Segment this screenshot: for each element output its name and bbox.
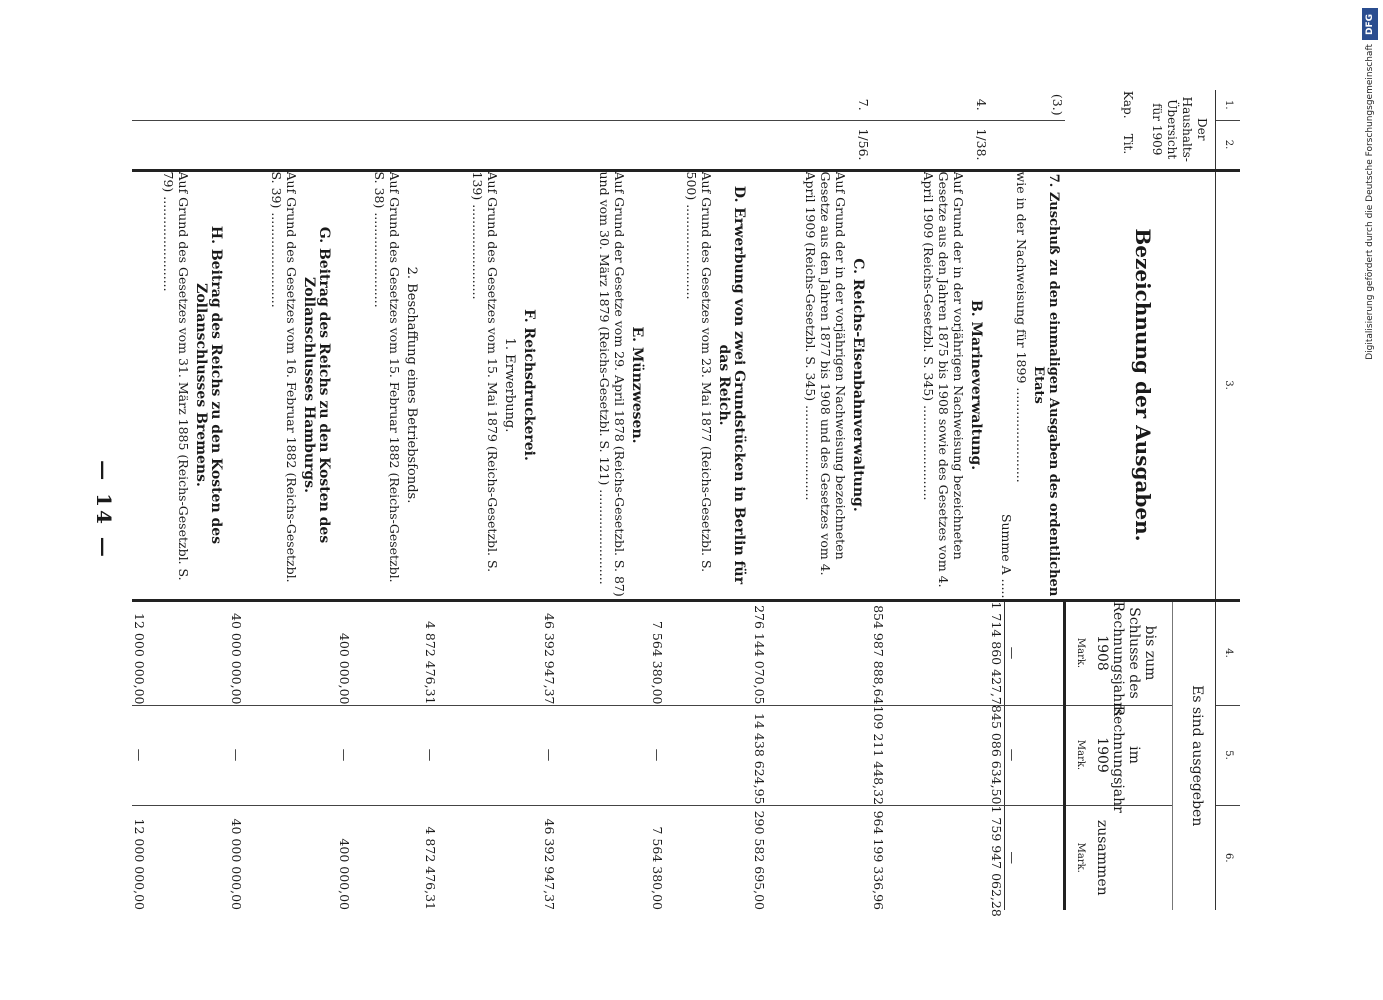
row-col4: 7 564 380,00 <box>650 600 752 705</box>
colnum-6: 6. <box>1216 805 1240 910</box>
table-row <box>132 90 229 910</box>
row-col5: — <box>337 705 423 805</box>
row-col4-sum: 1 714 860 427,78 <box>989 601 1005 713</box>
section-heading: H. Beitrag des Reichs zu den Kosten des Zollanschlusses Bremens. <box>193 225 225 545</box>
row-col6-sum: 1 759 947 062,28 <box>989 805 1005 917</box>
row-col4: 4 872 476,31 <box>423 600 542 705</box>
table-row <box>542 90 650 910</box>
row-col5: — <box>229 705 337 805</box>
subsection-heading: 1. Erwerbung. <box>501 337 517 433</box>
dfg-logo: DFG <box>1362 8 1378 40</box>
header-kap: Kap. <box>1121 90 1136 119</box>
table-row <box>423 90 542 910</box>
row-description <box>871 170 990 600</box>
row-title-line: 7. Zuschuß zu den einmaligen Ausgaben des ordentlichen Etats <box>1030 173 1061 597</box>
row-desc: Auf Grund der in der vorjährigen Nachweisung bezeichneten Gesetze aus den Jahren 1875 bis 1908 sowie des Gesetzes vom 4. April 1909 (Reichs-Gesetzbl. S. 345) ........................ <box>921 171 967 588</box>
row-col6: 40 000 000,00 <box>229 805 337 910</box>
table-row <box>650 90 752 910</box>
row-tit: 1/38. <box>871 120 990 170</box>
section-heading: G. Beitrag des Reichs zu den Kosten des Zollanschlusses Hamburgs. <box>300 226 332 544</box>
section-heading: D. Erwerbung von zwei Grundstücken in Berlin für das Reich. <box>716 185 748 585</box>
row-kap <box>542 90 650 120</box>
header-col4-cell <box>1065 600 1173 716</box>
header-col4: bis zum Schlusse des Rechnungsjahrs 1908 <box>1094 601 1159 716</box>
colnum-4: 4. <box>1216 600 1240 705</box>
watermark-text: Digitalisierung gefördert durch die Deutsche Forschungsgemeinschaft <box>1365 44 1375 360</box>
row-col4: 40 000 000,00 <box>229 600 337 705</box>
row-kap <box>650 90 752 120</box>
row-kap <box>423 90 542 120</box>
row-col6: 7 564 380,00 <box>650 805 752 910</box>
row-col5-sum: 45 086 634,50 <box>989 706 1005 805</box>
row-col4: 854 987 888,64 <box>871 600 990 705</box>
row-kap <box>229 90 337 120</box>
colnum-3: 3. <box>1216 170 1240 600</box>
row-col5: 14 438 624,95 <box>752 705 871 805</box>
row-col4: 46 392 947,37 <box>542 600 650 705</box>
row-desc: Auf Grund der Gesetze vom 29. April 1878 (Reichs-Gesetzbl. S. 87) und vom 30. März 1879 (Reichs-Gesetzbl. S. 121) ........................ <box>596 171 627 597</box>
row-col6: 4 872 476,31 <box>423 805 542 910</box>
row-col5: 109 211 448,32 <box>871 705 990 805</box>
table-row <box>871 90 990 910</box>
row-desc: wie in der Nachweisung für 1899 ........................ <box>1013 171 1029 483</box>
section-heading: C. Reichs-Eisenbahnverwaltung. <box>849 258 866 512</box>
row-col4: 400 000,00 <box>337 600 423 705</box>
row-desc: Auf Grund des Gesetzes vom 31. März 1885 (Reichs-Gesetzbl. S. 79) ........................ <box>161 171 192 581</box>
row-col6: 964 199 336,96 <box>871 805 990 910</box>
table-row <box>752 90 871 910</box>
row-col6: 46 392 947,37 <box>542 805 650 910</box>
row-desc: Auf Grund des Gesetzes vom 15. Mai 1879 (Reichs-Gesetzbl. S. 139) ........................ <box>469 171 500 573</box>
subsection-heading: 2. Beschaffung eines Betriebsfonds. <box>404 266 420 504</box>
row-col6: 400 000,00 <box>337 805 423 910</box>
row-tit <box>650 120 752 170</box>
rotated-ledger-page <box>120 90 1240 917</box>
row-col6-dash: — <box>1005 851 1021 864</box>
row-desc: Auf Grund des Gesetzes vom 23. Mai 1877 (Reichs-Gesetzbl. S. 500) ........................ <box>684 171 715 573</box>
header-col6: zusammen <box>1094 819 1111 896</box>
row-description <box>989 170 1064 600</box>
colnum-2: 2. <box>1216 120 1240 170</box>
row-col6: 290 582 695,00 <box>752 805 871 910</box>
row-tit <box>423 120 542 170</box>
table-row <box>229 90 337 910</box>
digitization-watermark <box>1360 8 1380 408</box>
colnum-5: 5. <box>1216 705 1240 805</box>
section-heading: B. Marineverwaltung. <box>968 299 985 471</box>
header-haushalt: Der Haushalts-Übersicht für 1909 <box>1150 96 1210 162</box>
row-col5: — <box>542 705 650 805</box>
header-row-1 <box>1173 90 1216 910</box>
unit-col6: Mark. <box>1075 842 1087 873</box>
header-title: Bezeichnung der Ausgaben. <box>1065 170 1216 600</box>
row-col6: 12 000 000,00 <box>132 805 229 910</box>
row-description <box>132 170 229 600</box>
row-col4: 12 000 000,00 <box>132 600 229 705</box>
row-col5 <box>989 705 1064 805</box>
row-col5: — <box>132 705 229 805</box>
table-row <box>337 90 423 910</box>
unit-col5: Mark. <box>1075 739 1087 771</box>
row-desc: Auf Grund des Gesetzes vom 15. Februar 1882 (Reichs-Gesetzbl. S. 38) ........................ <box>372 171 403 583</box>
row-tit <box>229 120 337 170</box>
row-description <box>229 170 337 600</box>
table-row <box>989 90 1064 910</box>
row-description <box>752 170 871 600</box>
header-haushalt-cell <box>1065 90 1216 170</box>
row-description <box>542 170 650 600</box>
row-kap: 7. <box>855 98 871 111</box>
header-group: Es sind ausgegeben <box>1173 600 1216 910</box>
header-col5-cell <box>1065 705 1173 813</box>
row-col4: 276 144 070,05 <box>752 600 871 705</box>
row-col5-dash: — <box>1005 748 1021 762</box>
row-tit: 1/56. <box>752 120 871 170</box>
page-number: — 14 — <box>92 460 117 560</box>
row-kap: (3.) <box>1049 93 1065 116</box>
row-tit <box>989 120 1064 170</box>
row-col4 <box>989 600 1064 713</box>
row-tit <box>337 120 423 170</box>
column-number-row <box>1216 90 1240 910</box>
row-kap <box>337 90 423 120</box>
header-tit: Tit. <box>1121 133 1136 155</box>
row-tit <box>542 120 650 170</box>
row-description <box>650 170 752 600</box>
colnum-1: 1. <box>1216 90 1240 120</box>
row-description <box>423 170 542 600</box>
row-col5: — <box>650 705 752 805</box>
row-desc: Auf Grund der in der vorjährigen Nachweisung bezeichneten Gesetze aus den Jahren 1877 bis 1908 und des Gesetzes vom 4. April 1909 (Reichs-Gesetzbl. S. 345) ........................ <box>802 171 848 576</box>
header-col6-cell <box>1065 805 1173 910</box>
expenditure-table <box>132 90 1240 917</box>
row-col5: — <box>423 705 542 805</box>
row-desc: Auf Grund des Gesetzes vom 16. Februar 1882 (Reichs-Gesetzbl. S. 39) ........................ <box>268 171 299 583</box>
section-heading: E. Münzwesen. <box>628 326 645 444</box>
row-col4-dash: — <box>1005 646 1021 660</box>
row-tit <box>132 120 229 170</box>
row-description <box>337 170 423 600</box>
row-col6 <box>989 805 1064 917</box>
row-kap: 4. <box>974 98 990 111</box>
section-heading: F. Reichsdruckerei. <box>520 309 537 461</box>
row-sum-label: Summe A ..... <box>998 513 1014 599</box>
unit-col4: Mark. <box>1075 637 1087 669</box>
row-kap <box>132 90 229 120</box>
header-col5: im Rechnungsjahr 1909 <box>1094 705 1143 813</box>
